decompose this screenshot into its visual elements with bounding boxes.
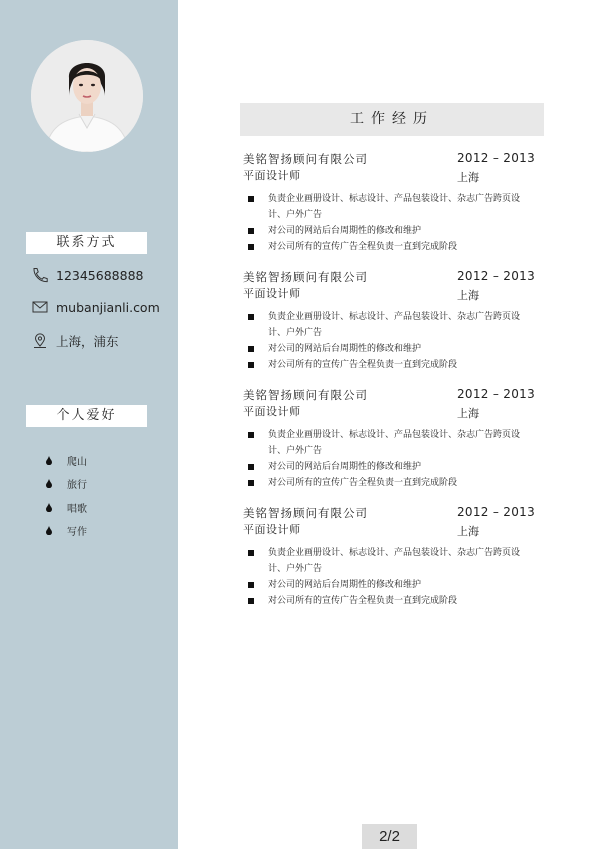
profile-photo [31,40,143,152]
job-location: 上海 [457,525,479,538]
square-bullet-icon [248,550,254,556]
square-bullet-icon [248,432,254,438]
job-entry [243,269,543,381]
duty-text: 负责企业画册设计、标志设计、产品包装设计、杂志广告跨页设计、户外广告 [268,312,521,338]
square-bullet-icon [248,196,254,202]
hobby-item [46,499,87,515]
duty-text: 负责企业画册设计、标志设计、产品包装设计、杂志广告跨页设计、户外广告 [268,430,521,456]
email-address: mubanjianli.com [56,299,160,315]
hobby-item [46,522,87,538]
job-company: 美铭智扬顾问有限公司 [243,388,368,402]
location-icon [31,333,49,349]
page-number: 2/2 [362,824,417,849]
job-period: 2012 – 2013 [457,269,536,283]
job-entry [243,387,543,499]
contact-heading: 联系方式 [26,232,147,254]
square-bullet-icon [248,582,254,588]
job-period: 2012 – 2013 [457,505,536,519]
job-location: 上海 [457,289,479,302]
job-title: 平面设计师 [243,523,301,536]
duty-text: 对公司的网站后台周期性的修改和维护 [268,580,422,590]
duty-text: 对公司所有的宣传广告全程负责一直到完成阶段 [268,242,458,252]
drop-icon [46,503,52,512]
hobby-label: 唱歌 [67,503,87,515]
drop-icon [46,479,52,488]
job-period: 2012 – 2013 [457,387,536,401]
duty-text: 对公司的网站后台周期性的修改和维护 [268,462,422,472]
duty-text: 负责企业画册设计、标志设计、产品包装设计、杂志广告跨页设计、户外广告 [268,194,521,220]
sidebar [0,0,178,849]
contact-email [31,297,160,317]
hobby-item [46,452,87,468]
hobby-label: 爬山 [67,456,87,468]
square-bullet-icon [248,228,254,234]
job-company: 美铭智扬顾问有限公司 [243,152,368,166]
hobbies-heading: 个人爱好 [26,405,147,427]
job-title: 平面设计师 [243,169,301,182]
job-company: 美铭智扬顾问有限公司 [243,270,368,284]
job-entry [243,151,543,263]
job-company: 美铭智扬顾问有限公司 [243,506,368,520]
square-bullet-icon [248,464,254,470]
mail-icon [31,299,49,315]
location-text: 上海，浦东 [56,334,119,349]
contact-location [31,331,119,351]
job-location: 上海 [457,407,479,420]
job-title: 平面设计师 [243,405,301,418]
hobby-label: 写作 [67,526,87,538]
square-bullet-icon [248,362,254,368]
avatar [31,40,143,152]
square-bullet-icon [248,480,254,486]
hobby-label: 旅行 [67,479,87,491]
job-period: 2012 – 2013 [457,151,536,165]
square-bullet-icon [248,598,254,604]
job-entry [243,505,543,617]
duty-text: 对公司所有的宣传广告全程负责一直到完成阶段 [268,360,458,370]
phone-icon [31,267,49,283]
job-location: 上海 [457,171,479,184]
work-experience-heading: 工作经历 [240,103,544,136]
phone-number: 12345688888 [56,267,144,283]
square-bullet-icon [248,346,254,352]
drop-icon [46,526,52,535]
square-bullet-icon [248,244,254,250]
hobby-item [46,475,87,491]
duty-text: 对公司所有的宣传广告全程负责一直到完成阶段 [268,478,458,488]
duty-text: 负责企业画册设计、标志设计、产品包装设计、杂志广告跨页设计、户外广告 [268,548,521,574]
job-title: 平面设计师 [243,287,301,300]
duty-text: 对公司的网站后台周期性的修改和维护 [268,344,422,354]
square-bullet-icon [248,314,254,320]
duty-text: 对公司所有的宣传广告全程负责一直到完成阶段 [268,596,458,606]
contact-phone [31,265,143,285]
drop-icon [46,456,52,465]
duty-text: 对公司的网站后台周期性的修改和维护 [268,226,422,236]
